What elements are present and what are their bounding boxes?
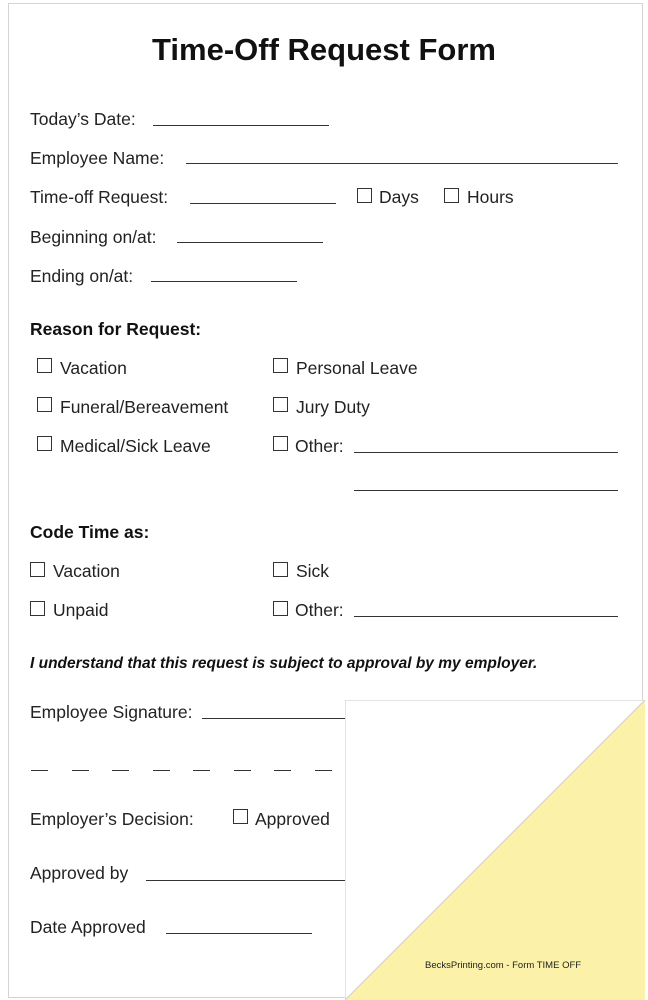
reason-other-line-2[interactable] <box>354 490 618 491</box>
reason-funeral-label: Funeral/Bereavement <box>60 397 229 417</box>
approved-by-label: Approved by <box>30 863 129 883</box>
reason-heading: Reason for Request: <box>30 319 202 339</box>
time-off-request-label: Time-off Request: <box>30 187 169 207</box>
reason-jury-duty-checkbox[interactable] <box>273 397 288 412</box>
ending-line[interactable] <box>151 281 297 282</box>
code-unpaid-checkbox[interactable] <box>30 601 45 616</box>
code-other-label: Other: <box>295 600 344 620</box>
reason-other-checkbox[interactable] <box>273 436 288 451</box>
beginning-line[interactable] <box>177 242 323 243</box>
date-approved-line[interactable] <box>166 933 312 934</box>
time-off-request-line[interactable] <box>190 203 336 204</box>
reason-vacation-checkbox[interactable] <box>37 358 52 373</box>
hours-checkbox[interactable] <box>444 188 459 203</box>
cut-dash <box>153 770 170 771</box>
code-sick-checkbox[interactable] <box>273 562 288 577</box>
cut-dash <box>193 770 210 771</box>
code-time-heading: Code Time as: <box>30 522 150 542</box>
reason-jury-duty-label: Jury Duty <box>296 397 370 417</box>
reason-vacation-label: Vacation <box>60 358 127 378</box>
cut-dash <box>31 770 48 771</box>
days-checkbox[interactable] <box>357 188 372 203</box>
ending-label: Ending on/at: <box>30 266 134 286</box>
approved-checkbox[interactable] <box>233 809 248 824</box>
cut-dash <box>274 770 291 771</box>
form-title: Time-Off Request Form <box>152 32 496 67</box>
code-sick-label: Sick <box>296 561 330 581</box>
employee-signature-label: Employee Signature: <box>30 702 193 722</box>
hours-label: Hours <box>467 187 514 207</box>
code-other-checkbox[interactable] <box>273 601 288 616</box>
footer-text: BecksPrinting.com - Form TIME OFF <box>425 960 582 971</box>
reason-funeral-checkbox[interactable] <box>37 397 52 412</box>
code-vacation-label: Vacation <box>53 561 120 581</box>
reason-personal-leave-label: Personal Leave <box>296 358 418 378</box>
employer-decision-label: Employer’s Decision: <box>30 809 194 829</box>
employee-name-line[interactable] <box>186 163 618 164</box>
code-other-line[interactable] <box>354 616 618 617</box>
todays-date-label: Today’s Date: <box>30 109 136 129</box>
cut-dash <box>72 770 89 771</box>
acknowledgement-text: I understand that this request is subject to approval by my employer. <box>30 655 538 672</box>
reason-other-label: Other: <box>295 436 344 456</box>
carbonless-copy-corner <box>345 700 645 1000</box>
reason-medical-label: Medical/Sick Leave <box>60 436 211 456</box>
todays-date-line[interactable] <box>153 125 329 126</box>
approved-label: Approved <box>255 809 330 829</box>
cut-dash <box>112 770 129 771</box>
reason-personal-leave-checkbox[interactable] <box>273 358 288 373</box>
code-vacation-checkbox[interactable] <box>30 562 45 577</box>
cut-dash <box>234 770 251 771</box>
days-label: Days <box>379 187 419 207</box>
cut-dash <box>315 770 332 771</box>
code-unpaid-label: Unpaid <box>53 600 109 620</box>
reason-other-line[interactable] <box>354 452 618 453</box>
employee-name-label: Employee Name: <box>30 148 165 168</box>
reason-medical-checkbox[interactable] <box>37 436 52 451</box>
beginning-label: Beginning on/at: <box>30 227 157 247</box>
date-approved-label: Date Approved <box>30 917 146 937</box>
